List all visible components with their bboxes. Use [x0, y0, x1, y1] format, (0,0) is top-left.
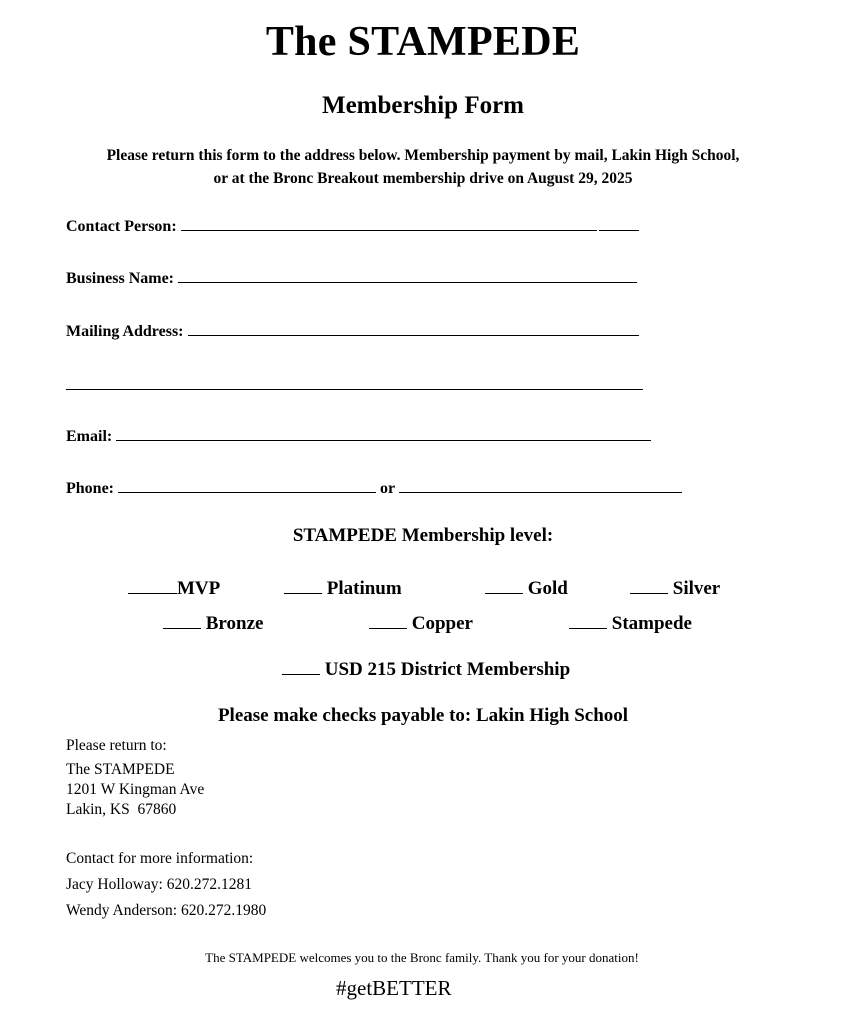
contact-person-line[interactable]: [181, 215, 547, 231]
return-block: [66, 736, 204, 820]
footer-welcome: The STAMPEDE welcomes you to the Bronc family. Thank you for your donation!: [205, 950, 639, 965]
level-platinum-blank[interactable]: [284, 578, 322, 594]
contact-label: Contact for more information:: [66, 850, 254, 867]
contact-person-line-end[interactable]: [599, 215, 639, 231]
email-line[interactable]: [116, 425, 651, 441]
business-name-label: Business Name:: [66, 270, 175, 287]
level-bronze[interactable]: [163, 613, 263, 635]
level-district[interactable]: [282, 659, 570, 681]
level-platinum[interactable]: [284, 578, 402, 600]
return-name: The STAMPEDE: [66, 761, 175, 778]
phone-or: or: [380, 480, 395, 497]
phone-line-2[interactable]: [399, 477, 682, 493]
contact-block: [66, 846, 266, 924]
instructions-line-1: Please return this form to the address below. Membership payment by mail, Lakin High School,: [106, 147, 740, 164]
level-gold[interactable]: [485, 578, 568, 600]
level-mvp-label: MVP: [177, 578, 221, 599]
return-city: Lakin, KS 67860: [66, 801, 177, 818]
level-silver-blank[interactable]: [630, 578, 668, 594]
instructions: [0, 144, 846, 190]
level-silver-label: Silver: [672, 578, 721, 599]
mailing-address-row: [66, 320, 639, 341]
mailing-address-line-2[interactable]: [66, 374, 643, 390]
phone-line-1[interactable]: [118, 477, 376, 493]
return-label: Please return to:: [66, 737, 167, 754]
level-silver[interactable]: [630, 578, 720, 600]
instructions-line-2: or at the Bronc Breakout membership drive on August 29, 2025: [213, 170, 633, 187]
contact-person-label: Contact Person:: [66, 218, 177, 235]
contact-person-1: Jacy Holloway: 620.272.1281: [66, 876, 252, 893]
contact-person-line-extra[interactable]: [547, 215, 597, 231]
form-subtitle: Membership Form: [321, 92, 525, 119]
return-street: 1201 W Kingman Ave: [66, 781, 205, 798]
contact-person-row: [66, 215, 639, 236]
mailing-address-label: Mailing Address:: [66, 323, 184, 340]
phone-label: Phone:: [66, 480, 114, 497]
level-platinum-label: Platinum: [326, 578, 402, 599]
level-copper-blank[interactable]: [369, 613, 407, 629]
level-gold-label: Gold: [527, 578, 568, 599]
level-gold-blank[interactable]: [485, 578, 523, 594]
level-bronze-blank[interactable]: [163, 613, 201, 629]
checks-payable: Please make checks payable to: Lakin High School: [217, 705, 629, 726]
level-copper-label: Copper: [411, 613, 473, 634]
level-copper[interactable]: [369, 613, 473, 635]
mailing-address-line[interactable]: [188, 320, 639, 336]
contact-person-2: Wendy Anderson: 620.272.1980: [66, 902, 267, 919]
level-stampede-blank[interactable]: [569, 613, 607, 629]
phone-row: [66, 477, 682, 498]
business-name-line[interactable]: [178, 267, 637, 283]
membership-heading: STAMPEDE Membership level:: [292, 525, 554, 546]
business-name-row: [66, 267, 637, 288]
level-bronze-label: Bronze: [205, 613, 264, 634]
level-district-blank[interactable]: [282, 659, 320, 675]
level-stampede[interactable]: [569, 613, 692, 635]
level-mvp[interactable]: [128, 578, 220, 600]
email-row: [66, 425, 651, 446]
form-title: The STAMPEDE: [265, 19, 581, 65]
level-district-label: USD 215 District Membership: [324, 659, 571, 680]
level-stampede-label: Stampede: [611, 613, 692, 634]
level-mvp-blank[interactable]: [128, 578, 177, 594]
footer-hashtag: #getBETTER: [336, 976, 452, 1000]
email-label: Email:: [66, 428, 113, 445]
